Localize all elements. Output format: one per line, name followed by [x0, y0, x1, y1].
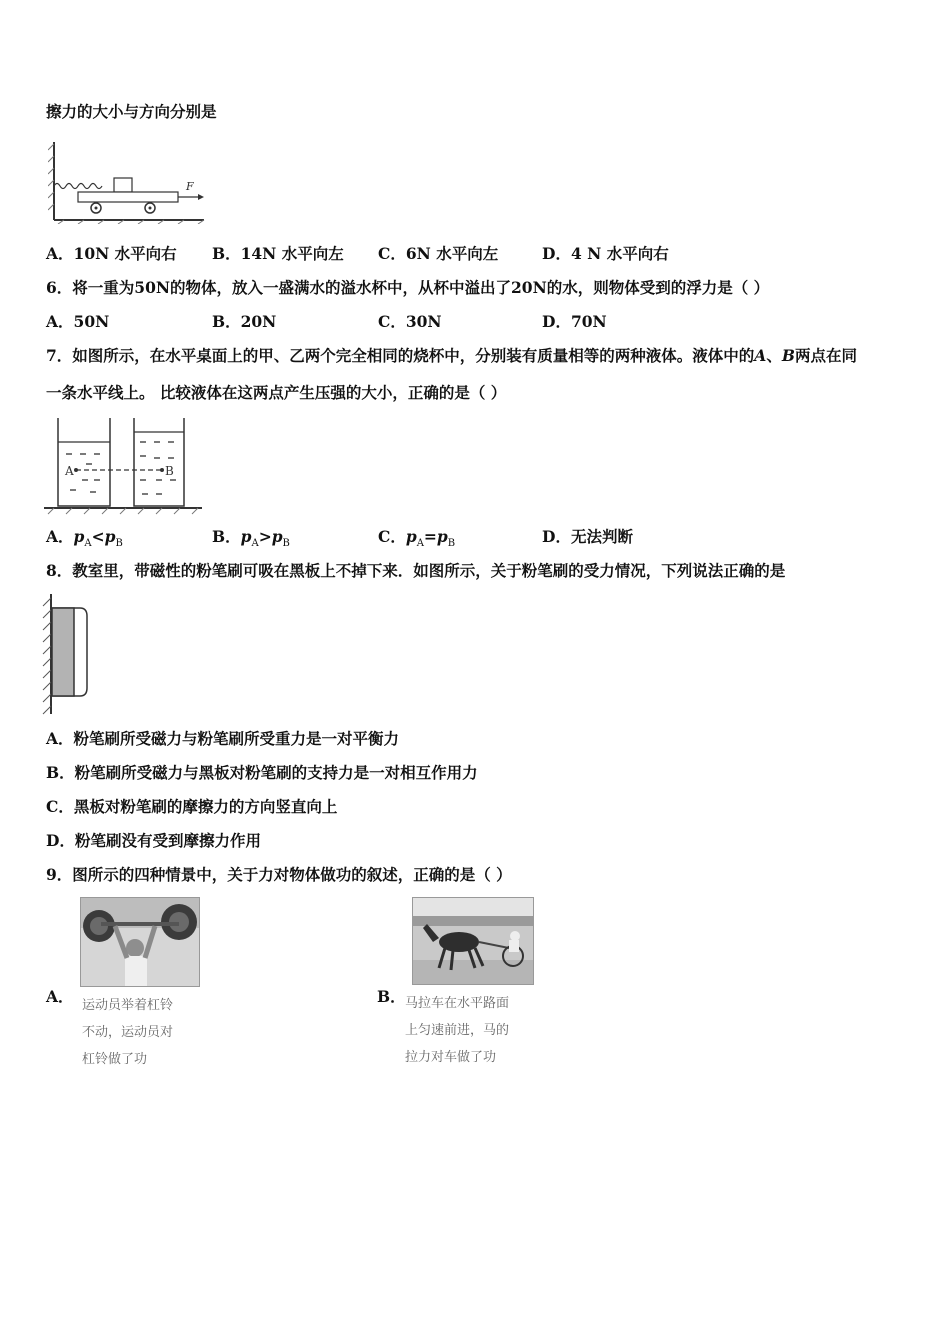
q8-option-d: D．粉笔刷没有受到摩擦力作用: [46, 831, 261, 850]
q7-option-c: C．$p_A=p_B$: [378, 527, 456, 550]
q7-stem-line1: 7．如图所示，在水平桌面上的甲、乙两个完全相同的烧杯中，分别装有质量相等的两种液体。液体中的A、B两点在同: [46, 346, 857, 365]
q9-option-a-weightlifter-image: [80, 897, 200, 987]
q5-option-a: A．10N 水平向右: [46, 244, 177, 263]
q6-option-b: B．20N: [212, 312, 277, 331]
q9-option-a-letter: A．: [46, 987, 74, 1006]
q7-stem-line2: 一条水平线上。 比较液体在这两点产生压强的大小，正确的是（ ）: [46, 383, 507, 402]
q9-option-a-caption: 运动员举着杠铃 不动，运动员对 杠铃做了功: [82, 998, 174, 1067]
q5-option-b: B．14N 水平向左: [212, 244, 344, 263]
q5-force-label: F: [186, 180, 194, 193]
q9-option-b-caption: 马拉车在水平路面 上匀速前进，马的 拉力对车做了功: [405, 996, 510, 1065]
q5-stem-tail: 擦力的大小与方向分别是: [46, 102, 217, 121]
q7-option-d: D．无法判断: [542, 527, 633, 546]
q9-stem: 9．图所示的四种情景中，关于力对物体做功的叙述，正确的是（ ）: [46, 865, 512, 884]
q9-option-b-letter: B．: [377, 987, 406, 1006]
q6-option-a: A．50N: [46, 312, 110, 331]
q5-option-c: C．6N 水平向左: [378, 244, 499, 263]
q7-option-a: A．$p_A<p_B$: [46, 527, 123, 550]
q5-option-d: D．4 N 水平向右: [542, 244, 669, 263]
q8-option-a: A．粉笔刷所受磁力与粉笔刷所受重力是一对平衡力: [46, 729, 400, 748]
q6-stem: 6．将一重为50N的物体，放入一盛满水的溢水杯中，从杯中溢出了20N的水，则物体受到的浮力是（ ）: [46, 278, 770, 297]
q7-point-a-label: A: [65, 464, 74, 478]
q5-figure-cart: [48, 140, 206, 224]
q6-option-c: C．30N: [378, 312, 442, 331]
q8-option-c: C．黑板对粉笔刷的摩擦力的方向竖直向上: [46, 797, 338, 816]
q9-option-b-horse-cart-image: [412, 897, 534, 985]
q8-stem: 8．教室里，带磁性的粉笔刷可吸在黑板上不掉下来．如图所示，关于粉笔刷的受力情况，下列说法正确的是: [46, 561, 786, 580]
q8-figure-chalk-brush: [40, 592, 100, 718]
q7-option-b: B．$p_A>p_B$: [212, 527, 290, 550]
q7-figure-beakers: [44, 414, 204, 516]
q8-option-b: B．粉笔刷所受磁力与黑板对粉笔刷的支持力是一对相互作用力: [46, 763, 478, 782]
q6-option-d: D．70N: [542, 312, 607, 331]
q7-point-b-label: B: [165, 464, 174, 478]
